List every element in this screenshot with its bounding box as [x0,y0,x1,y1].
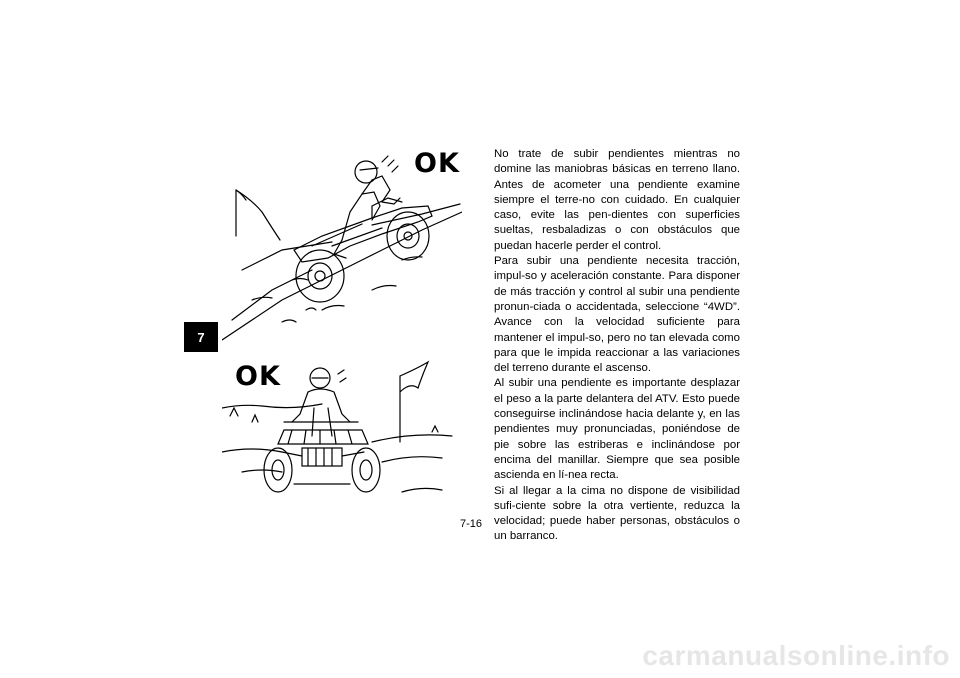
body-text [494,147,740,545]
paragraph-2: Para subir una pendiente necesita tracción, impul-so y aceleración constante. Para disponer de más tracción y control al subir una pendiente pronun-ciada o accidentada, seleccione “4WD”. Avance con la velocidad suficiente para mantener el impul-so, pero no tan elevada como para que le impida reaccionar a las variaciones del terreno durante el ascenso. [494,255,740,375]
page-number: 7-16 [460,518,483,530]
atv-uphill-illustration [222,150,462,346]
watermark: carmanualsonline.info [642,640,950,671]
ok-label-bottom: OK [235,361,281,392]
paragraph-1: No trate de subir pendientes mientras no domine las maniobras básicas en terreno llano. Antes de acometer una pendiente examine siempre el terre-no con cuidado. En cualquier caso, evite las pen-dientes con superficies sueltas, resbaladizas o con obstáculos que puedan hacerle perder el control. [494,148,740,252]
chapter-tab: 7 [184,322,218,352]
paragraph-3: Al subir una pendiente es importante desplazar el peso a la parte delantera del ATV. Esto puede conseguirse inclinándose hacia delante y, en las pendientes muy pronunciadas, poniéndose de pie sobre las estriberas e inclinándose por encima del manillar. Siempre que sea posible ascienda en lí-nea recta. [494,377,740,482]
paragraph-4: Si al llegar a la cima no dispone de visibilidad sufi-ciente sobre la otra vertiente, reduzca la velocidad; puede haber personas, obstáculos o un barranco. [494,484,740,543]
ok-label-top: OK [414,148,460,179]
